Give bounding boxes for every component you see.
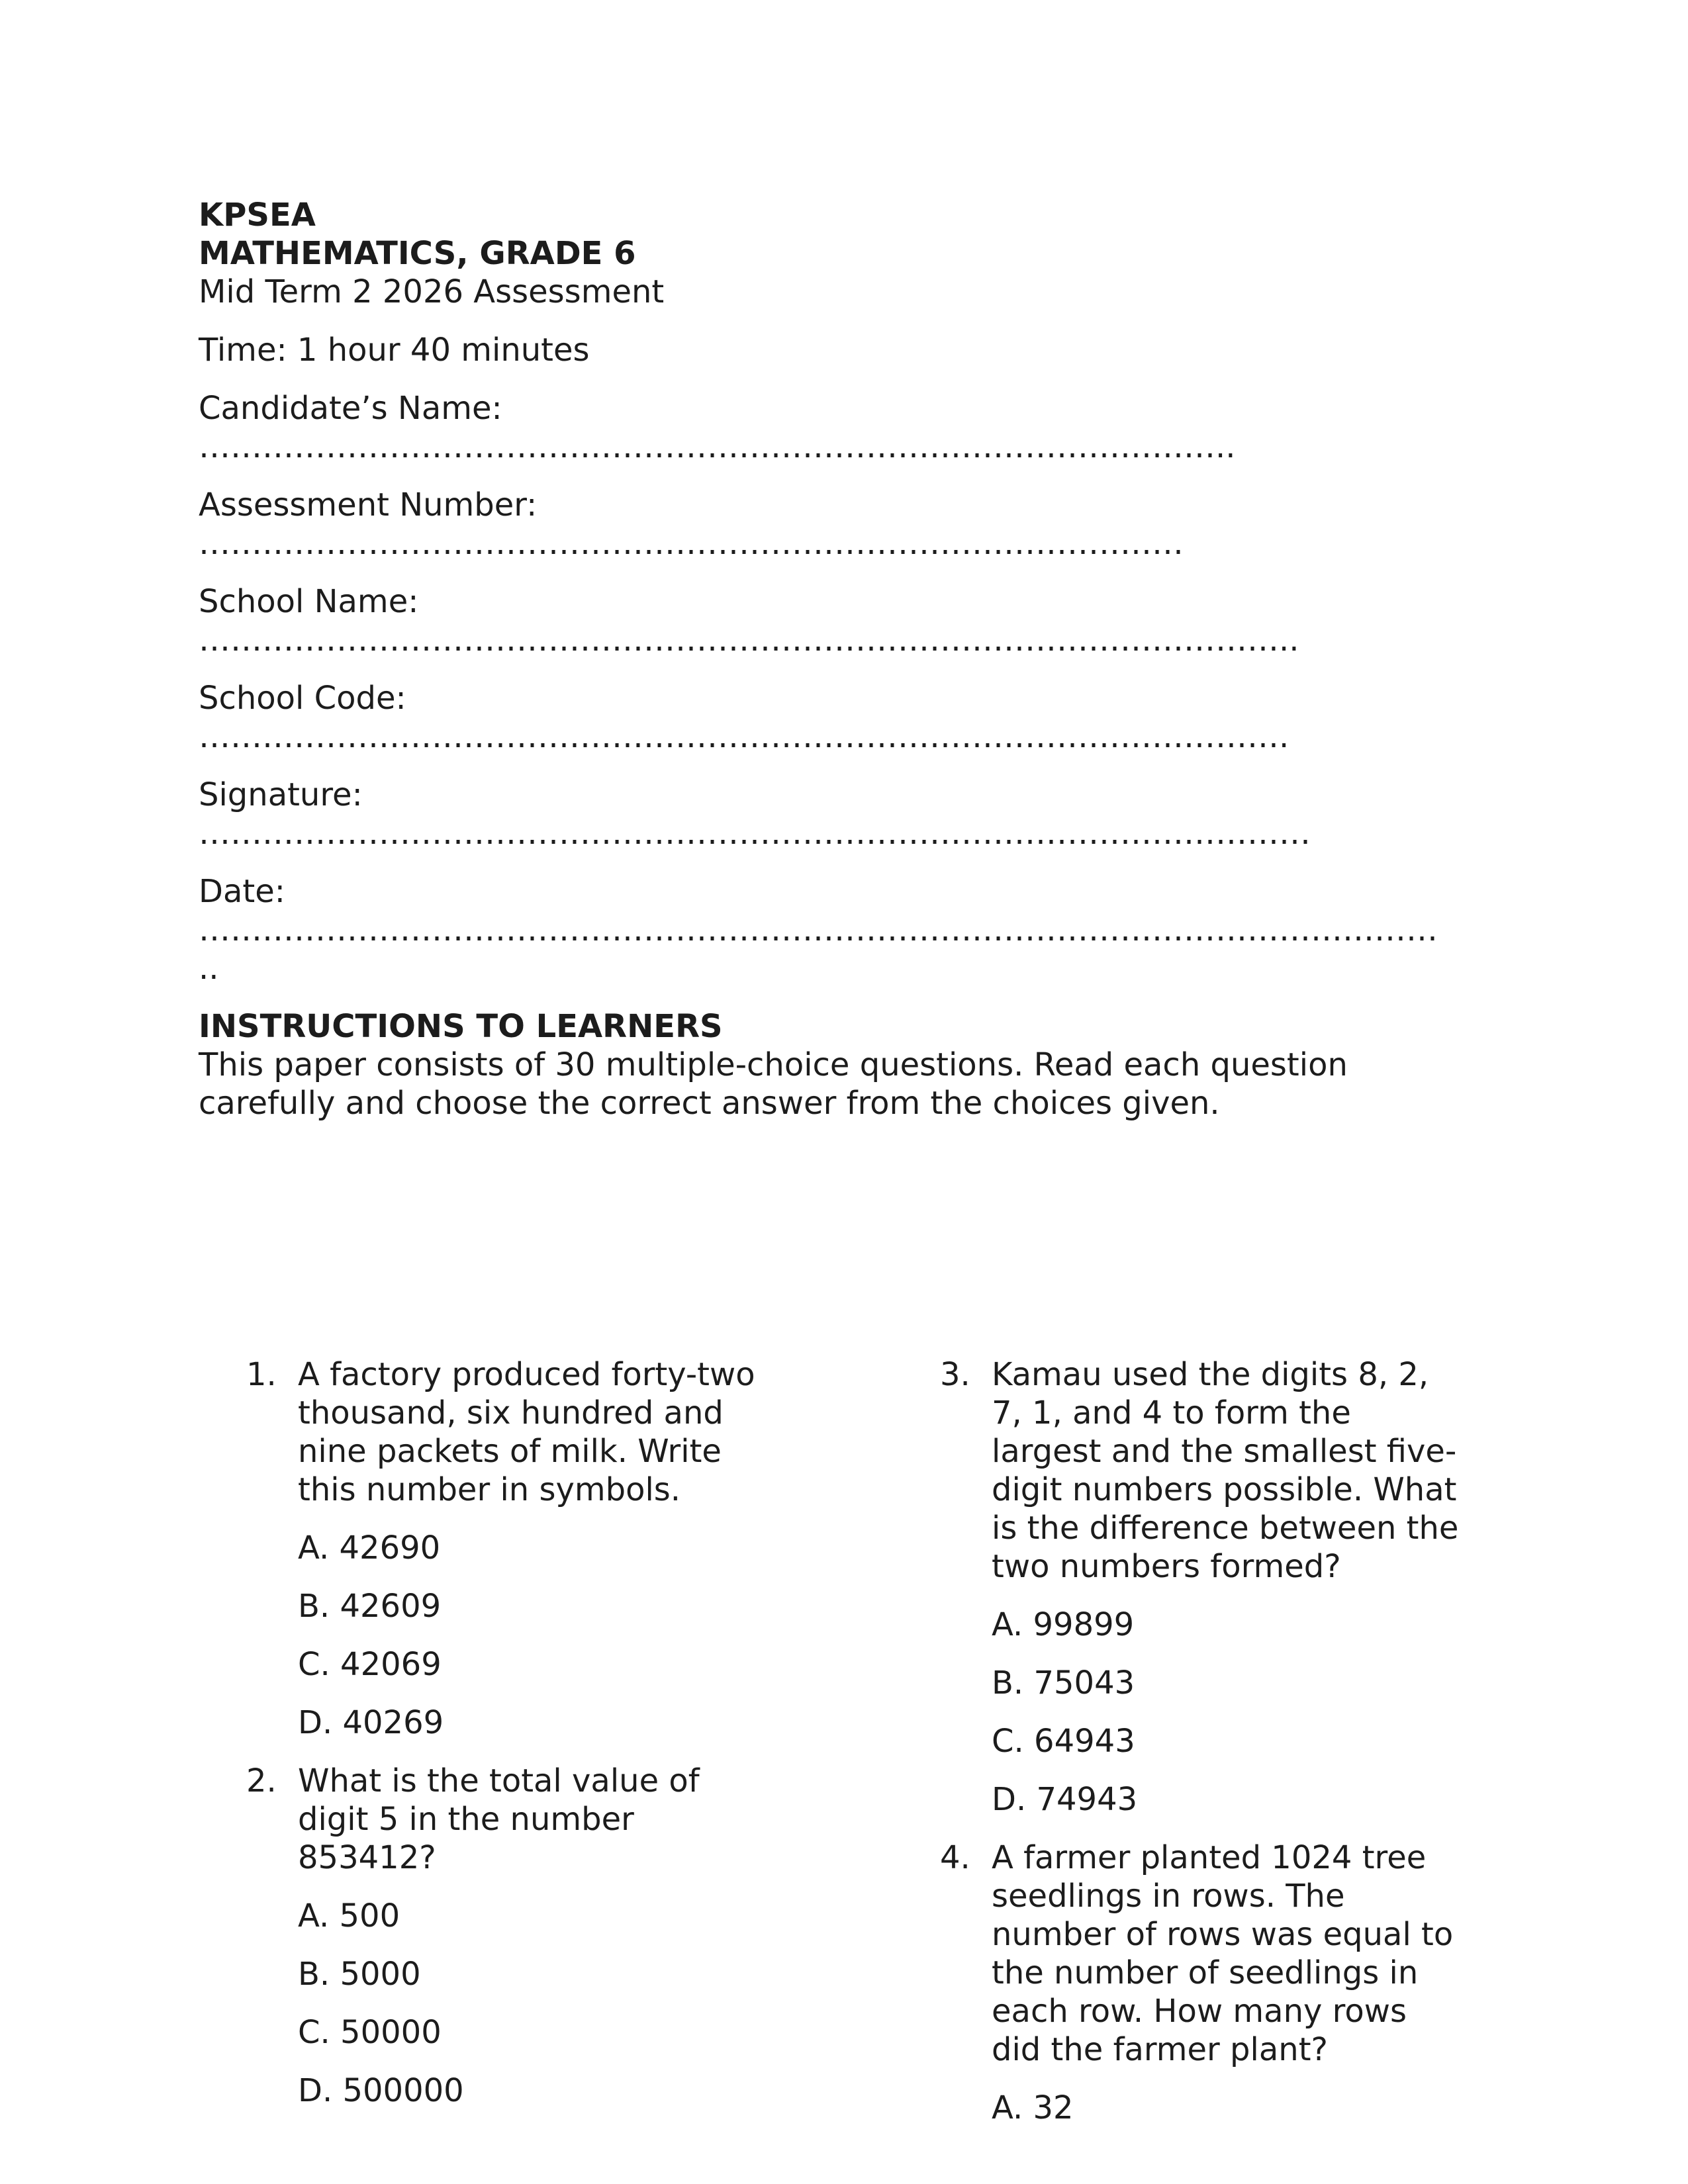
answer-option[interactable]: B. 42609 [298,1588,442,1625]
school-code-field[interactable] [199,679,1489,756]
field-dotted-line: ………………………………………………………………………………… [199,525,1184,562]
questions-column-right [940,1355,1523,2147]
question-text-line: 7, 1, and 4 to form the [992,1394,1351,1432]
field-label: Assessment Number: [199,486,538,523]
field-dotted-line: …………………………………………………………………………………………… [199,815,1311,852]
field-dotted-line: …………………………………………………………………………………………. [199,718,1289,755]
field-label: School Name: [199,583,419,620]
field-dotted-line: ……………………………………………………………………………………………………… [199,911,1438,948]
question-number: 3. [940,1356,970,1393]
answer-option[interactable]: A. 42690 [298,1529,441,1567]
instructions-heading: INSTRUCTIONS TO LEARNERS [199,1008,723,1045]
question-number: 1. [246,1356,277,1393]
question-1 [246,1355,829,1742]
date-field[interactable] [199,872,1489,987]
question-text-line: 853412? [298,1839,436,1876]
question-text-line: seedlings in rows. The [992,1878,1345,1915]
answer-option[interactable]: D. 500000 [298,2072,464,2109]
field-label: Signature: [199,776,363,813]
question-text-line: two numbers formed? [992,1548,1341,1585]
field-label: Candidate’s Name: [199,390,502,427]
question-text-line: this number in symbols. [298,1471,681,1508]
question-text-line: A farmer planted 1024 tree [992,1839,1427,1876]
school-name-field[interactable] [199,582,1489,659]
exam-time: Time: 1 hour 40 minutes [199,332,590,369]
exam-subject: MATHEMATICS, GRADE 6 [199,235,636,272]
question-text-line: is the difference between the [992,1510,1459,1547]
field-dotted-line: …………………………………………………………………………………….. [199,428,1236,465]
question-3 [940,1355,1523,1819]
answer-option[interactable]: A. 500 [298,1897,400,1934]
answer-option[interactable]: A. 32 [992,2089,1074,2126]
answer-option[interactable]: C. 50000 [298,2014,442,2051]
answer-option[interactable]: A. 99899 [992,1606,1135,1643]
question-text-line: thousand, six hundred and [298,1394,724,1432]
answer-option[interactable]: D. 40269 [298,1704,444,1741]
question-number: 2. [246,1762,277,1799]
answer-option[interactable]: B. 75043 [992,1664,1135,1702]
question-text-line: each row. How many rows [992,1993,1407,2030]
exam-org: KPSEA [199,197,316,234]
candidate-name-field[interactable] [199,389,1489,466]
question-text-line: the number of seedlings in [992,1954,1419,1991]
field-label: School Code: [199,680,406,717]
question-text-line: largest and the smallest five- [992,1433,1457,1470]
answer-option[interactable]: C. 42069 [298,1646,442,1683]
exam-term: Mid Term 2 2026 Assessment [199,273,665,310]
instructions-text: This paper consists of 30 multiple-choice questions. Read each question carefully and choose the correct answer from the choices given. [199,1046,1348,1122]
assessment-number-field[interactable] [199,486,1489,563]
questions-column-left [246,1355,829,2130]
field-dotted-line: ………………………………………………………………………………………….. [199,621,1299,659]
answer-option[interactable]: B. 5000 [298,1956,421,1993]
question-2 [246,1762,829,2110]
answer-option[interactable]: C. 64943 [992,1723,1135,1760]
question-text-line: A factory produced forty-two [298,1356,755,1393]
question-text-line: digit numbers possible. What [992,1471,1457,1508]
field-dotted-line-continuation: .. [199,950,219,987]
question-text-line: number of rows was equal to [992,1916,1454,1953]
question-text-line: digit 5 in the number [298,1801,634,1838]
question-number: 4. [940,1839,970,1876]
question-text-line: did the farmer plant? [992,2031,1328,2068]
question-text-line: nine packets of milk. Write [298,1433,722,1470]
field-label: Date: [199,873,285,910]
exam-page [199,196,1489,2126]
question-text-line: Kamau used the digits 8, 2, [992,1356,1429,1393]
question-text-line: What is the total value of [298,1762,700,1799]
answer-option[interactable]: D. 74943 [992,1781,1138,1818]
question-4 [940,1839,1523,2127]
signature-field[interactable] [199,776,1489,852]
